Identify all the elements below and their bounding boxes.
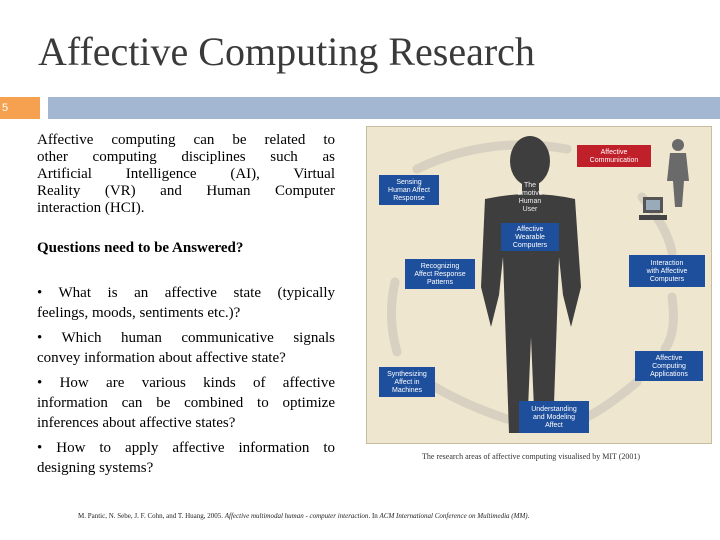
svg-text:Machines: Machines — [392, 387, 422, 394]
question-item — [37, 283, 335, 323]
human-silhouette — [481, 136, 581, 433]
question-line: information can be combined to optimize — [37, 395, 335, 411]
question-line: • What is an affective state (typically — [37, 285, 335, 301]
svg-text:Affect Response: Affect Response — [414, 271, 466, 278]
svg-text:Affective: Affective — [516, 226, 544, 233]
arrow-applications-to-understanding — [587, 382, 637, 417]
intro-line: Artificial Intelligence (AI), Virtual — [37, 166, 335, 182]
question-line: convey information about affective state? — [37, 350, 286, 366]
question-line: inferences about affective states? — [37, 415, 236, 431]
slide-title: Affective Computing Research — [38, 29, 535, 74]
svg-text:Synthesizing: Synthesizing — [387, 371, 427, 378]
box-sensing — [379, 175, 439, 205]
box-understanding — [519, 401, 589, 433]
svg-text:Response: Response — [393, 195, 425, 202]
svg-text:The: The — [523, 182, 537, 189]
intro-line: Affective computing can be related to — [37, 132, 335, 148]
box-recognizing — [405, 259, 475, 289]
box-wearable — [501, 223, 559, 251]
question-item — [37, 328, 335, 368]
svg-text:Understanding: Understanding — [531, 406, 577, 413]
svg-text:Patterns: Patterns — [426, 279, 454, 286]
header-bar — [48, 97, 720, 119]
svg-text:Emotive: Emotive — [517, 190, 543, 197]
svg-text:Affect in: Affect in — [394, 379, 420, 386]
svg-text:Interaction: Interaction — [650, 260, 684, 267]
reference-connector: . In — [368, 512, 380, 520]
box-synthesizing — [379, 367, 435, 397]
svg-text:Computers: Computers — [649, 276, 685, 283]
intro-line: interaction (HCI). — [37, 200, 145, 216]
svg-text:Computing: Computing — [652, 363, 686, 370]
svg-text:Affective: Affective — [655, 355, 683, 362]
svg-text:Human: Human — [518, 198, 542, 205]
question-line: • How are various kinds of affective — [37, 375, 335, 391]
slide-number-box — [0, 97, 40, 119]
svg-text:Recognizing: Recognizing — [420, 263, 460, 270]
affective-computing-diagram — [366, 126, 712, 444]
svg-text:Sensing: Sensing — [396, 179, 422, 186]
reference-authors: M. Pantic, N. Sebe, J. F. Cohn, and T. Huang, 2005. — [78, 512, 225, 520]
arrow-interaction-to-applications — [665, 297, 673, 349]
svg-text:and Modeling: and Modeling — [532, 414, 576, 421]
figure-caption: The research areas of affective computing visualised by MIT (2001) — [422, 452, 641, 461]
svg-text:Wearable: Wearable — [515, 234, 545, 241]
svg-text:Human Affect: Human Affect — [388, 187, 430, 194]
question-line: • Which human communicative signals — [37, 330, 335, 346]
reference-citation — [78, 512, 529, 520]
question-line: designing systems? — [37, 460, 154, 476]
reference-end: . — [527, 512, 530, 520]
question-list — [37, 283, 335, 483]
box-applications — [635, 351, 703, 381]
reference-venue: ACM International Conference on Multimedia (MM) — [379, 512, 528, 520]
svg-text:Applications: Applications — [650, 371, 688, 378]
question-line: feelings, moods, sentiments etc.)? — [37, 305, 241, 321]
box-communication — [577, 145, 651, 167]
questions-heading: Questions need to be Answered? — [37, 240, 244, 256]
svg-text:Communication: Communication — [589, 157, 639, 164]
arrow-understanding-to-synthesizing — [427, 382, 507, 419]
svg-text:Affect: Affect — [545, 422, 563, 429]
computer-icon — [639, 197, 667, 220]
svg-text:Affective: Affective — [600, 149, 628, 156]
intro-paragraph — [37, 132, 335, 217]
question-item — [37, 373, 335, 433]
diagram-svg — [367, 127, 711, 443]
reference-paper-title: Affective multimodal human - computer interaction — [224, 512, 369, 520]
svg-text:User: User — [522, 206, 538, 213]
svg-text:Computers: Computers — [512, 242, 548, 249]
box-interaction — [629, 255, 705, 287]
svg-text:with Affective: with Affective — [646, 268, 688, 275]
question-line: • How to apply affective information to — [37, 440, 335, 456]
small-human-figure — [667, 139, 689, 207]
intro-line: Reality (VR) and Human Computer — [37, 183, 335, 199]
question-item — [37, 438, 335, 478]
intro-line: other computing disciplines such as — [37, 149, 335, 165]
slide-number: 5 — [2, 102, 9, 114]
arrow-synthesizing-to-recognizing — [391, 282, 397, 352]
